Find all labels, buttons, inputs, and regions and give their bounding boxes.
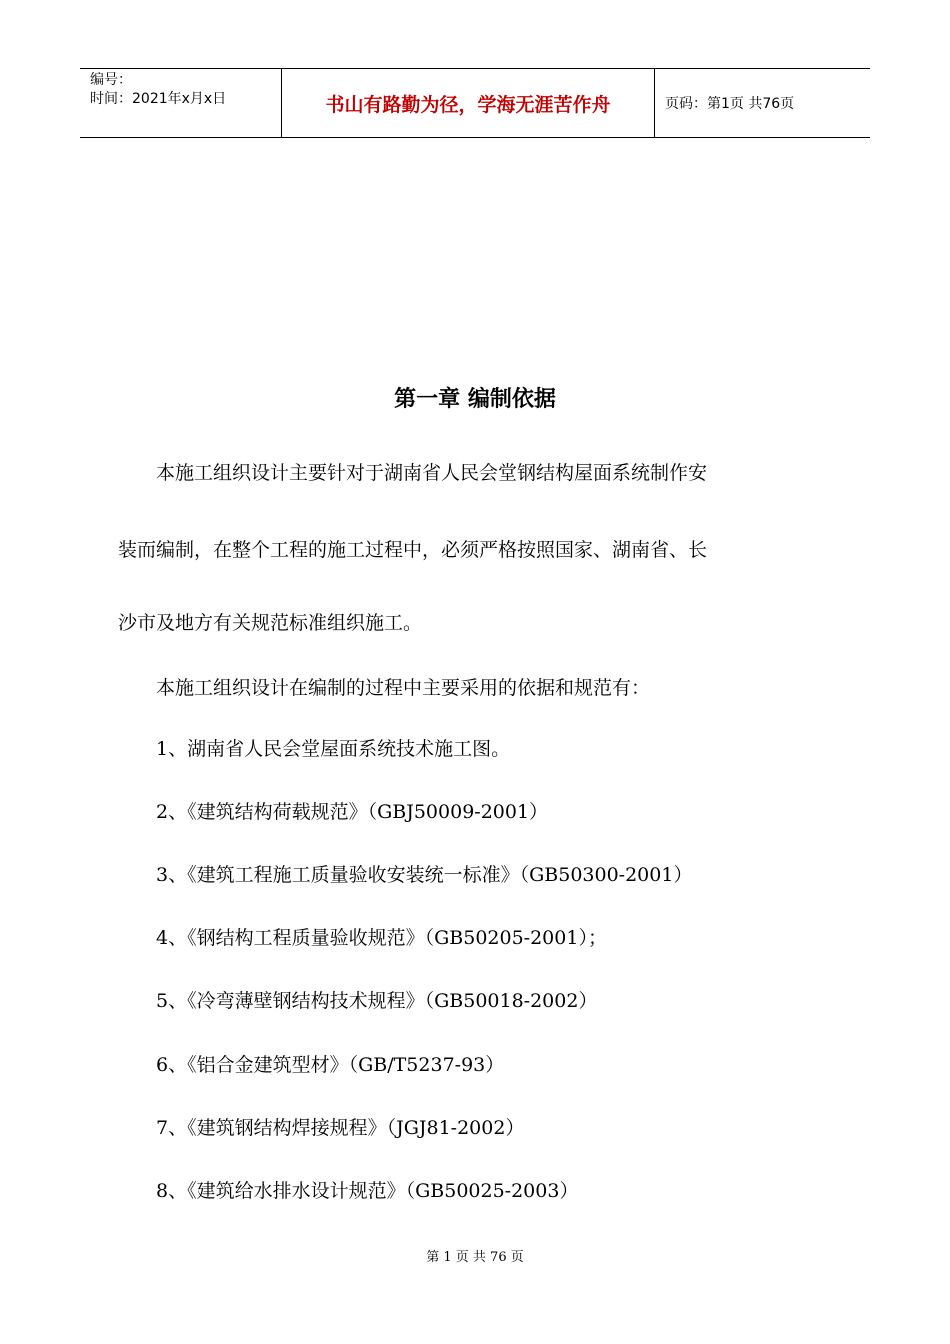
list-item: 1、湖南省人民会堂屋面系统技术施工图。 [118,738,511,760]
list-item: 2、《建筑结构荷载规范》（GBJ50009-2001） [118,801,549,823]
list-item: 4、《钢结构工程质量验收规范》（GB50205-2001）； [118,927,607,949]
document-time: 时间：2021年x月x日 [90,91,227,107]
list-item: 7、《建筑钢结构焊接规程》（JGJ81-2002） [118,1117,525,1139]
paragraph-line: 装而编制，在整个工程的施工过程中，必须严格按照国家、湖南省、长 [118,539,708,561]
chapter-title: 第一章 编制依据 [394,387,556,412]
list-item: 8、《建筑给水排水设计规范》（GB50025-2003） [118,1180,579,1202]
page-header [80,68,870,138]
list-item: 5、《冷弯薄壁钢结构技术规程》（GB50018-2002） [118,990,598,1012]
paragraph-line: 本施工组织设计主要针对于湖南省人民会堂钢结构屋面系统制作安 [118,462,708,484]
list-item: 6、《铝合金建筑型材》（GB/T5237-93） [118,1054,505,1076]
header-motto: 书山有路勤为径，学海无涯苦作舟 [281,69,655,137]
list-item: 3、《建筑工程施工质量验收安装统一标准》（GB50300-2001） [118,864,693,886]
paragraph-line: 本施工组织设计在编制的过程中主要采用的依据和规范有： [118,677,651,699]
header-meta [80,69,281,137]
header-page-info: 页码：第1页 共76页 [665,96,795,112]
document-number-label: 编号： [90,72,132,88]
page-footer: 第 1 页 共 76 页 [426,1250,524,1265]
paragraph-line: 沙市及地方有关规范标准组织施工。 [118,612,423,634]
